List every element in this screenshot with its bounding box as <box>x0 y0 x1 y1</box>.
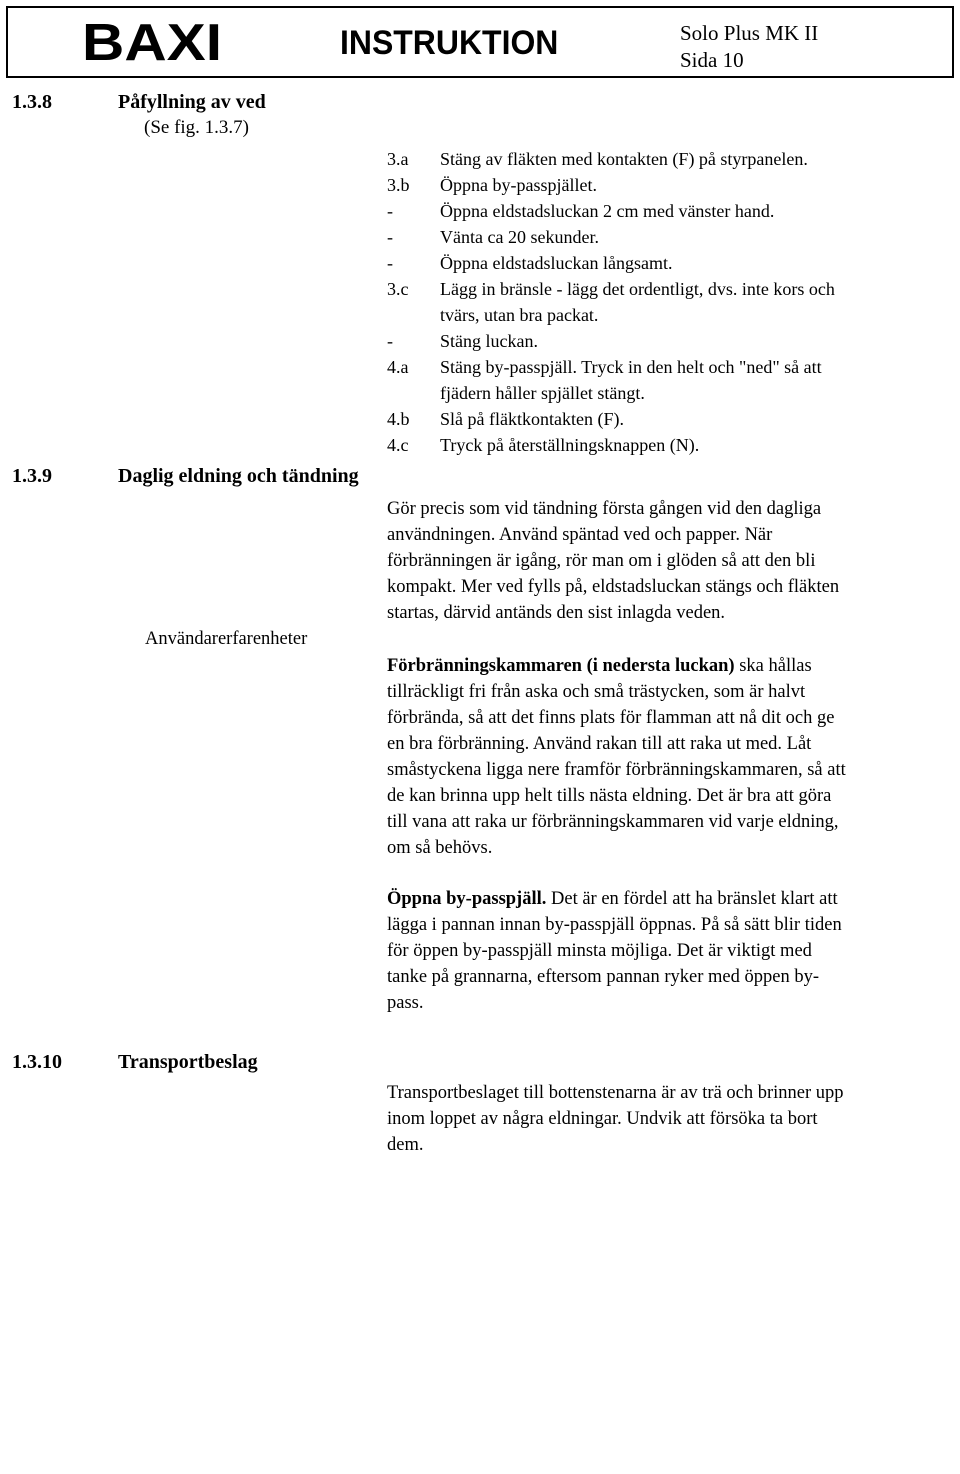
side-note: Användarerfarenheter <box>145 629 308 649</box>
step-text: Stäng by-passpjäll. Tryck in den helt och "ned" så att <box>440 357 822 377</box>
paragraph-line: tanke på grannarna, eftersom pannan ryker med öppen by- <box>387 967 820 987</box>
model-name: Solo Plus MK II <box>680 21 819 45</box>
section-number: 1.3.9 <box>12 465 52 487</box>
step-text: Stäng luckan. <box>440 331 538 351</box>
section-subtitle: (Se fig. 1.3.7) <box>144 117 250 138</box>
paragraph-line: tillräckligt fri från aska och små trästycken, som är halvt <box>387 682 806 702</box>
section-title: Påfyllning av ved <box>118 91 266 113</box>
bold-lead: Öppna by-passpjäll. <box>387 889 547 909</box>
page-number: Sida 10 <box>680 48 744 72</box>
step-label: 3.b <box>387 175 410 195</box>
paragraph-line: förbränningen är igång, rör man om i glöden så att den bli <box>387 551 816 571</box>
step-text: Lägg in bränsle - lägg det ordentligt, dvs. inte kors och <box>440 279 835 299</box>
paragraph-line: Transportbeslaget till bottenstenarna är av trä och brinner upp <box>387 1083 844 1103</box>
bold-lead: Förbränningskammaren (i nedersta luckan) <box>387 656 735 676</box>
paragraph-line: pass. <box>387 993 424 1013</box>
paragraph-text: ska hållas <box>734 656 812 676</box>
step-label: 4.b <box>387 409 410 429</box>
section-number: 1.3.10 <box>12 1051 62 1073</box>
paragraph-text: Det är en fördel att ha bränslet klart att <box>546 889 838 909</box>
step-text: Vänta ca 20 sekunder. <box>440 227 599 247</box>
paragraph-line: inom loppet av några eldningar. Undvik att försöka ta bort <box>387 1109 818 1129</box>
step-label: 4.c <box>387 435 409 455</box>
paragraph-line <box>387 653 955 679</box>
step-label: 4.a <box>387 357 409 377</box>
paragraph-line: kompakt. Mer ved fylls på, eldstadsluckan stängs och fläkten <box>387 577 840 597</box>
step-text: tvärs, utan bra packat. <box>440 305 599 325</box>
document-title: INSTRUKTION <box>340 24 559 62</box>
step-label: 3.a <box>387 149 409 169</box>
step-text: Öppna eldstadsluckan 2 cm med vänster hand. <box>440 201 775 221</box>
paragraph-line: de kan brinna upp helt tills nästa eldning. Det är bra att göra <box>387 786 832 806</box>
section-title: Daglig eldning och tändning <box>118 465 359 487</box>
step-label: - <box>387 253 393 273</box>
step-text: fjädern håller spjället stängt. <box>440 383 645 403</box>
section-title: Transportbeslag <box>118 1051 258 1073</box>
paragraph-line <box>387 886 955 912</box>
step-text: Tryck på återställningsknappen (N). <box>440 435 700 455</box>
step-label: - <box>387 331 393 351</box>
step-label: - <box>387 201 393 221</box>
paragraph-line: användningen. Använd späntad ved och papper. När <box>387 525 773 545</box>
paragraph-line: om så behövs. <box>387 838 493 858</box>
step-text: Öppna by-passpjället. <box>440 175 597 195</box>
paragraph-line: för öppen by-passpjäll minsta möjliga. Det är viktigt med <box>387 941 812 961</box>
section-number: 1.3.8 <box>12 91 52 113</box>
step-text: Öppna eldstadsluckan långsamt. <box>440 253 673 273</box>
step-text: Stäng av fläkten med kontakten (F) på styrpanelen. <box>440 149 808 169</box>
step-label: - <box>387 227 393 247</box>
paragraph-line: till vana att raka ur förbränningskammaren vid varje eldning, <box>387 812 839 832</box>
paragraph-line: en bra förbränning. Använd rakan till att raka ut med. Låt <box>387 734 812 754</box>
step-label: 3.c <box>387 279 409 299</box>
paragraph-line: lägga i pannan innan by-passpjäll öppnas. På så sätt blir tiden <box>387 915 842 935</box>
paragraph-line: Gör precis som vid tändning första gången vid den dagliga <box>387 499 822 519</box>
baxi-logo <box>82 16 222 64</box>
logo-text: BAXI <box>82 16 222 64</box>
paragraph-line: dem. <box>387 1135 424 1155</box>
step-text: Slå på fläktkontakten (F). <box>440 409 624 429</box>
paragraph-line: startas, därvid antänds den sist inlagda veden. <box>387 603 726 623</box>
paragraph-line: småstyckena ligga nere framför förbränningskammaren, så att <box>387 760 846 780</box>
paragraph-line: förbrända, så att det finns plats för flamman att nå dit och ge <box>387 708 835 728</box>
